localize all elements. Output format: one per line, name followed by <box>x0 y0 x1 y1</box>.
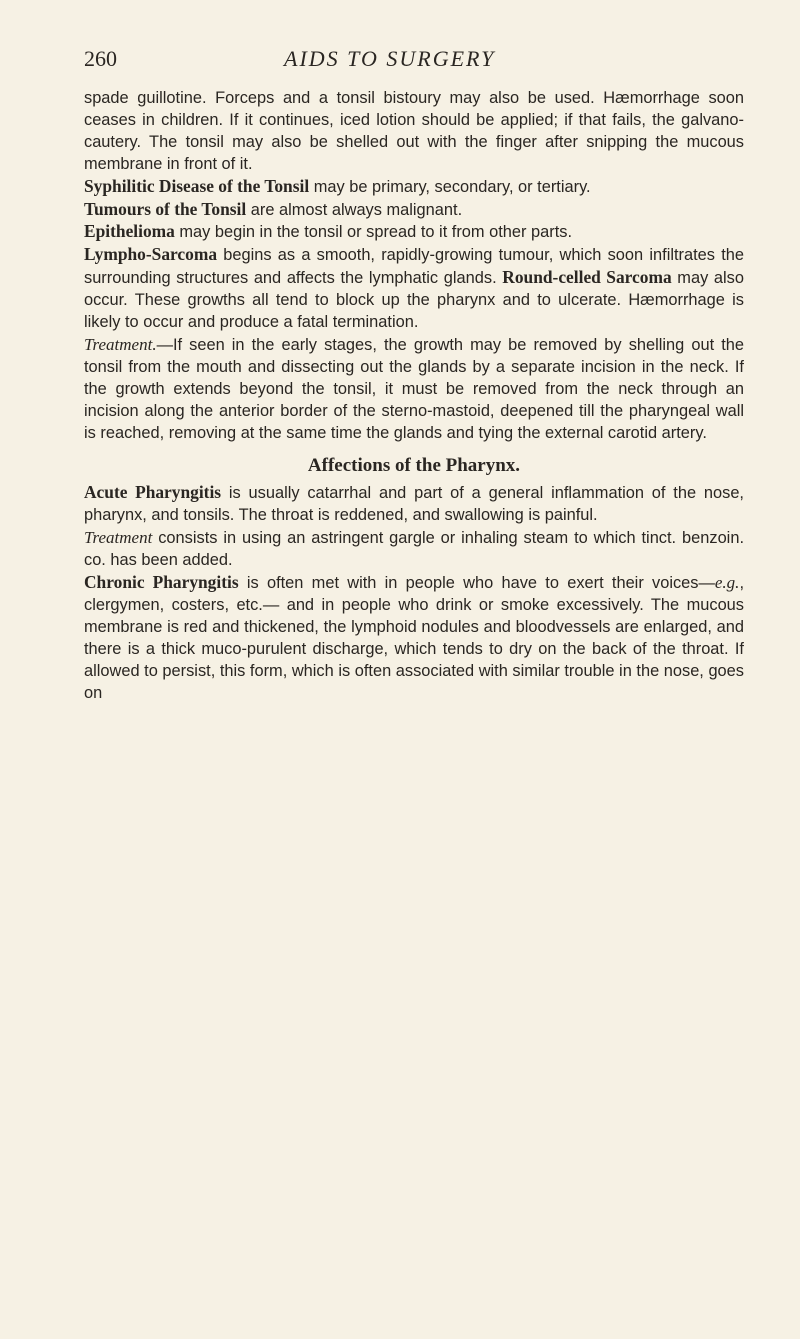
paragraph-heading: Acute Pharyngitis <box>84 482 222 503</box>
running-title: AIDS TO SURGERY <box>284 46 496 71</box>
paragraph-epithelioma <box>84 221 744 244</box>
paragraph-text-secondary: , clergymen, costers, etc.— and in people who drink or smoke excessively. The mucous membrane is red and thickened, the lymphoid nodules and bloodvessels are enlarged, and there is a thick muco-purulent discharge, which tends to dry on the back of the throat. If allowed to persist, this form, which is often associated with similar trouble in the nose, goes on <box>84 574 744 702</box>
paragraph-text: is usually catarrhal and part of a general inflammation of the nose, pharynx, and tonsils. The throat is reddened, and swallowing is painful. <box>84 484 744 525</box>
section-heading: Affections of the Pharynx. <box>307 454 521 476</box>
page-number: 260 <box>84 46 117 71</box>
paragraph-italic-heading: Treatment <box>84 528 153 548</box>
paragraph-heading: Lympho-Sarcoma <box>84 244 218 265</box>
paragraph-chronic-pharyngitis <box>84 572 744 704</box>
paragraph-text: consists in using an astringent gargle or inhaling steam to which tinct. benzoin. co. has been added. <box>84 529 744 570</box>
paragraph-heading: Syphilitic Disease of the Tonsil <box>84 175 310 196</box>
paragraph-treatment-pharyngitis <box>84 527 744 572</box>
paragraph-syphilitic <box>84 176 744 199</box>
body-text <box>84 88 744 704</box>
paragraph-heading: Epithelioma <box>84 221 175 242</box>
paragraph-text: is often met with in people who have to exert their voices— <box>238 574 715 593</box>
paragraph-text: may be primary, secondary, or tertiary. <box>309 177 591 196</box>
paragraph-heading: Chronic Pharyngitis <box>84 572 239 593</box>
paragraph-heading-secondary: Round-celled Sarcoma <box>502 267 672 288</box>
paragraph-treatment-tonsil <box>84 334 744 445</box>
page-header <box>84 46 744 80</box>
paragraph-italic-abbrev: e.g. <box>714 573 740 593</box>
paragraph-text: begins as a smooth, rapidly-growing tumour, which soon infiltrates the surrounding structures and affects the lymphatic glands. <box>84 246 744 288</box>
paragraph-guillotine <box>84 88 744 176</box>
paragraph-text: may begin in the tonsil or spread to it from other parts. <box>174 223 573 242</box>
paragraph-text: are almost always malignant. <box>246 200 463 219</box>
paragraph-italic-heading: Treatment. <box>84 334 157 354</box>
paragraph-acute-pharyngitis <box>84 482 744 527</box>
paragraph-heading: Tumours of the Tonsil <box>84 198 247 219</box>
paragraph-lympho-sarcoma <box>84 244 744 334</box>
paragraph-text: spade guillotine. Forceps and a tonsil bistoury may also be used. Hæmorrhage soon ceases in children. If it continues, iced lotion should be applied; if that fails, the galvano-cautery. The tonsil may also be shelled out with the finger after snipping the mucous membrane in front of it. <box>84 89 744 173</box>
paragraph-tumours <box>84 199 744 222</box>
paragraph-text: —If seen in the early stages, the growth may be removed by shelling out the tonsil from the mouth and dissecting out the glands by a separate incision in the neck. If the growth extends beyond the tonsil, it must be removed from the neck through an incision along the anterior border of the sterno-mastoid, deepened till the pharyngeal wall is reached, removing at the same time the glands and tying the external carotid artery. <box>84 335 744 442</box>
paragraph-text-secondary: may also occur. These growths all tend to block up the pharynx and to ulcerate. Hæmorrhage is likely to occur and produce a fatal termination. <box>84 269 744 332</box>
